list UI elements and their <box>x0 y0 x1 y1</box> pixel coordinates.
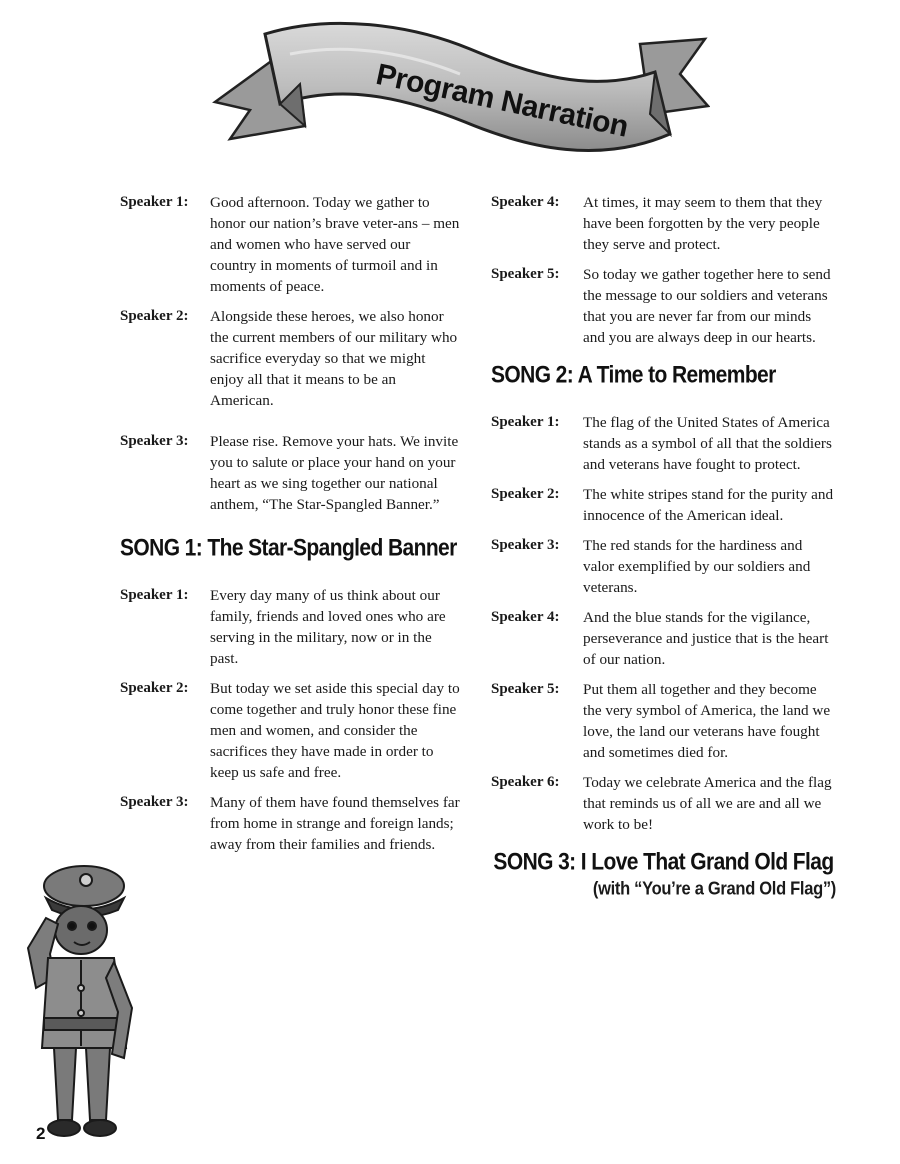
speaker-text: Every day many of us think about our family, friends and loved ones who are serving in the military, now or in the past. <box>210 587 446 667</box>
page-number: 2 <box>36 1124 46 1143</box>
speaker-text: Alongside these heroes, we also honor the current members of our military who sacrifice everyday so that we might enjoy all that it means to be an American. <box>210 308 458 409</box>
right-column <box>491 192 836 898</box>
speaker-label: Speaker 3: <box>120 433 189 449</box>
speaker-label: Speaker 3: <box>120 794 189 810</box>
speaker-label: Speaker 6: <box>491 774 560 790</box>
speaker-text: Put them all together and they become the very symbol of America, the land we love, the land our veterans have fought and sometimes died for. <box>583 681 831 761</box>
speaker-text: The red stands for the hardiness and valor exemplified by our soldiers and veterans. <box>583 537 811 596</box>
speaker-entry <box>120 792 460 855</box>
speaker-label: Speaker 3: <box>491 537 560 553</box>
speaker-label: Speaker 2: <box>120 308 189 324</box>
speaker-entry <box>491 679 836 763</box>
speaker-entry <box>120 585 460 669</box>
speaker-entry <box>491 535 836 598</box>
speaker-label: Speaker 2: <box>491 486 560 502</box>
speaker-label: Speaker 4: <box>491 609 560 625</box>
speaker-label: Speaker 5: <box>491 681 560 697</box>
left-column <box>120 192 460 864</box>
speaker-entry <box>120 431 460 515</box>
speaker-text: The white stripes stand for the purity and innocence of the American ideal. <box>583 486 834 524</box>
speaker-entry <box>491 484 836 526</box>
song-heading: SONG 1: The Star-Spangled Banner <box>120 535 457 562</box>
speaker-text: Please rise. Remove your hats. We invite you to salute or place your hand on your heart as we sing together our national anthem, “The Star-Spangled Banner.” <box>210 433 459 513</box>
speaker-entry <box>491 772 836 835</box>
song-subtitle: (with “You’re a Grand Old Flag”) <box>592 879 836 900</box>
speaker-entry <box>491 607 836 670</box>
speaker-entry <box>491 264 836 348</box>
speaker-entry <box>120 192 460 297</box>
page-title: Program Narration <box>373 58 631 144</box>
song-heading: SONG 2: A Time to Remember <box>491 362 776 389</box>
speaker-text: The flag of the United States of America stands as a symbol of all that the soldiers and veterans have fought to protect. <box>583 414 832 473</box>
speaker-text: Many of them have found themselves far from home in strange and foreign lands; away from their families and friends. <box>210 794 460 853</box>
speaker-text: And the blue stands for the vigilance, perseverance and justice that is the heart of our nation. <box>583 609 829 668</box>
speaker-text: So today we gather together here to send the message to our soldiers and veterans that you are never far from our minds and you are always deep in our hearts. <box>583 266 831 346</box>
speaker-text: But today we set aside this special day to come together and truly honor these fine men and women, and consider the sacrifices they have made in order to keep us safe and free. <box>210 680 460 781</box>
speaker-entry <box>120 678 460 783</box>
speaker-text: Good afternoon. Today we gather to honor our nation’s brave veter-ans – men and women who have served our country in moments of turmoil and in moments of peace. <box>210 194 460 295</box>
speaker-text: At times, it may seem to them that they have been forgotten by the very people they serve and protect. <box>583 194 823 253</box>
speaker-label: Speaker 4: <box>491 194 560 210</box>
song-heading: SONG 3: I Love That Grand Old Flag <box>493 849 834 876</box>
speaker-label: Speaker 1: <box>491 414 560 430</box>
soldier-illustration <box>6 858 146 1148</box>
speaker-text: Today we celebrate America and the flag that reminds us of all we are and all we work to be! <box>583 774 832 833</box>
speaker-entry <box>120 306 460 411</box>
speaker-entry <box>491 192 836 255</box>
speaker-label: Speaker 2: <box>120 680 189 696</box>
speaker-entry <box>491 412 836 475</box>
speaker-label: Speaker 1: <box>120 587 189 603</box>
speaker-label: Speaker 5: <box>491 266 560 282</box>
speaker-label: Speaker 1: <box>120 194 189 210</box>
